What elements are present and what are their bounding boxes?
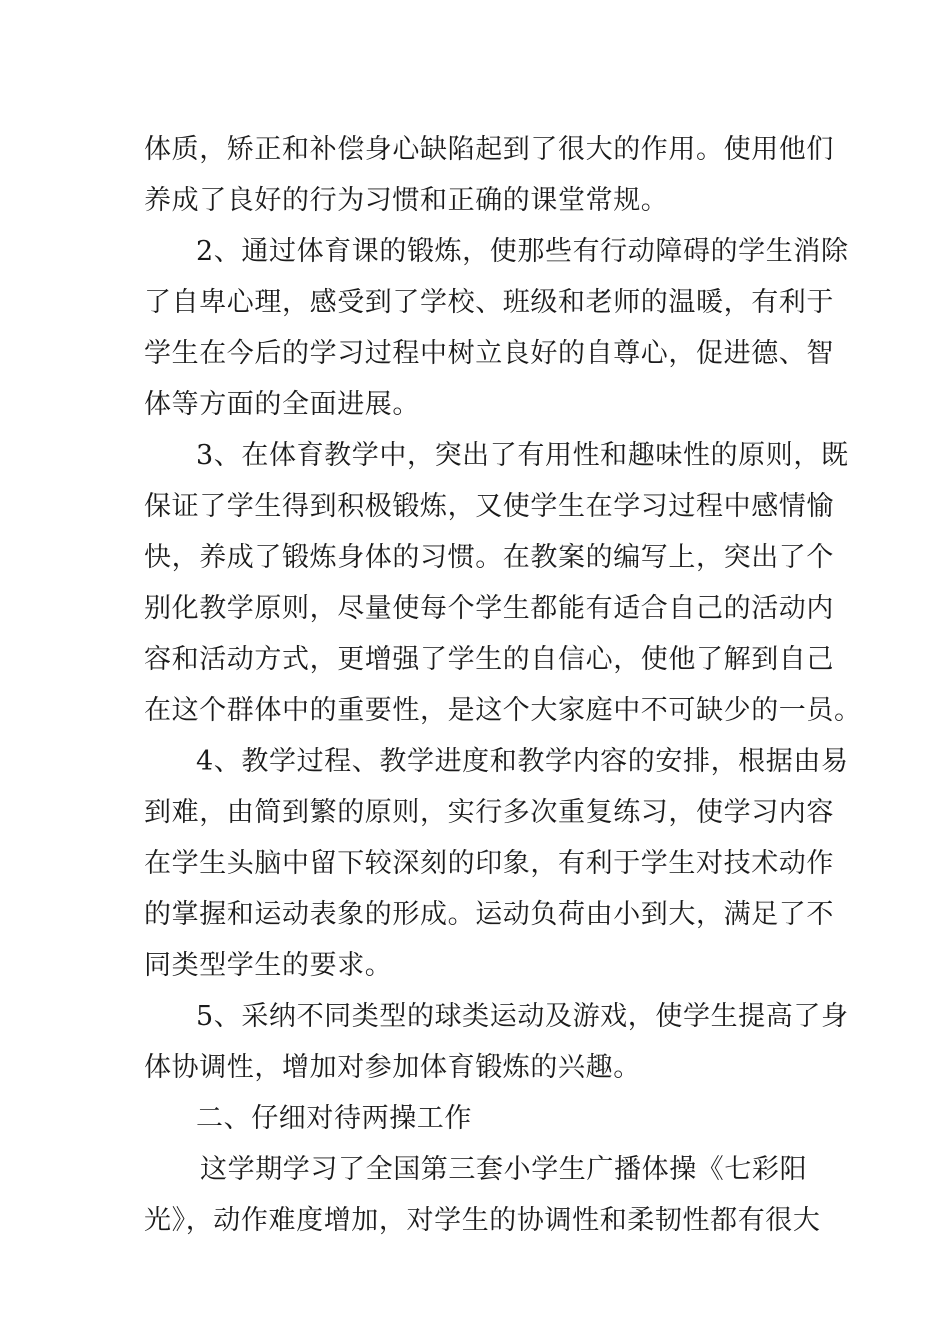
text-line: 容和活动方式，更增强了学生的自信心，使他了解到自己 xyxy=(144,644,834,675)
text-line: 光》，动作难度增加，对学生的协调性和柔韧性都有很大 xyxy=(144,1205,821,1236)
text-line: 养成了良好的行为习惯和正确的课堂常规。 xyxy=(144,185,669,216)
text-line: 别化教学原则，尽量使每个学生都能有适合自己的活动内 xyxy=(144,593,834,624)
text-line: 保证了学生得到积极锻炼，又使学生在学习过程中感情愉 xyxy=(144,491,834,522)
text-line: 快，养成了锻炼身体的习惯。在教案的编写上，突出了个 xyxy=(144,542,834,573)
section-heading: 二、仔细对待两操工作 xyxy=(196,1103,472,1134)
paragraph-5-start: 5、采纳不同类型的球类运动及游戏，使学生提高了身 xyxy=(196,1001,849,1032)
paragraph-start: 这学期学习了全国第三套小学生广播体操《七彩阳 xyxy=(200,1154,808,1185)
text-line: 同类型学生的要求。 xyxy=(144,950,393,981)
text-line: 体协调性，增加对参加体育锻炼的兴趣。 xyxy=(144,1052,641,1083)
text-line: 体质，矫正和补偿身心缺陷起到了很大的作用。使用他们 xyxy=(144,134,834,165)
text-line: 体等方面的全面进展。 xyxy=(144,389,420,420)
text-line: 在这个群体中的重要性，是这个大家庭中不可缺少的一员。 xyxy=(144,695,862,726)
text-line: 的掌握和运动表象的形成。运动负荷由小到大，满足了不 xyxy=(144,899,834,930)
paragraph-2-start: 2、通过体育课的锻炼，使那些有行动障碍的学生消除 xyxy=(196,236,849,267)
text-line: 在学生头脑中留下较深刻的印象，有利于学生对技术动作 xyxy=(144,848,834,879)
paragraph-4-start: 4、教学过程、教学进度和教学内容的安排，根据由易 xyxy=(196,746,849,777)
text-line: 到难，由简到繁的原则，实行多次重复练习，使学习内容 xyxy=(144,797,834,828)
text-line: 学生在今后的学习过程中树立良好的自尊心，促进德、智 xyxy=(144,338,834,369)
text-line: 了自卑心理，感受到了学校、班级和老师的温暖，有利于 xyxy=(144,287,834,318)
paragraph-3-start: 3、在体育教学中，突出了有用性和趣味性的原则，既 xyxy=(196,440,849,471)
